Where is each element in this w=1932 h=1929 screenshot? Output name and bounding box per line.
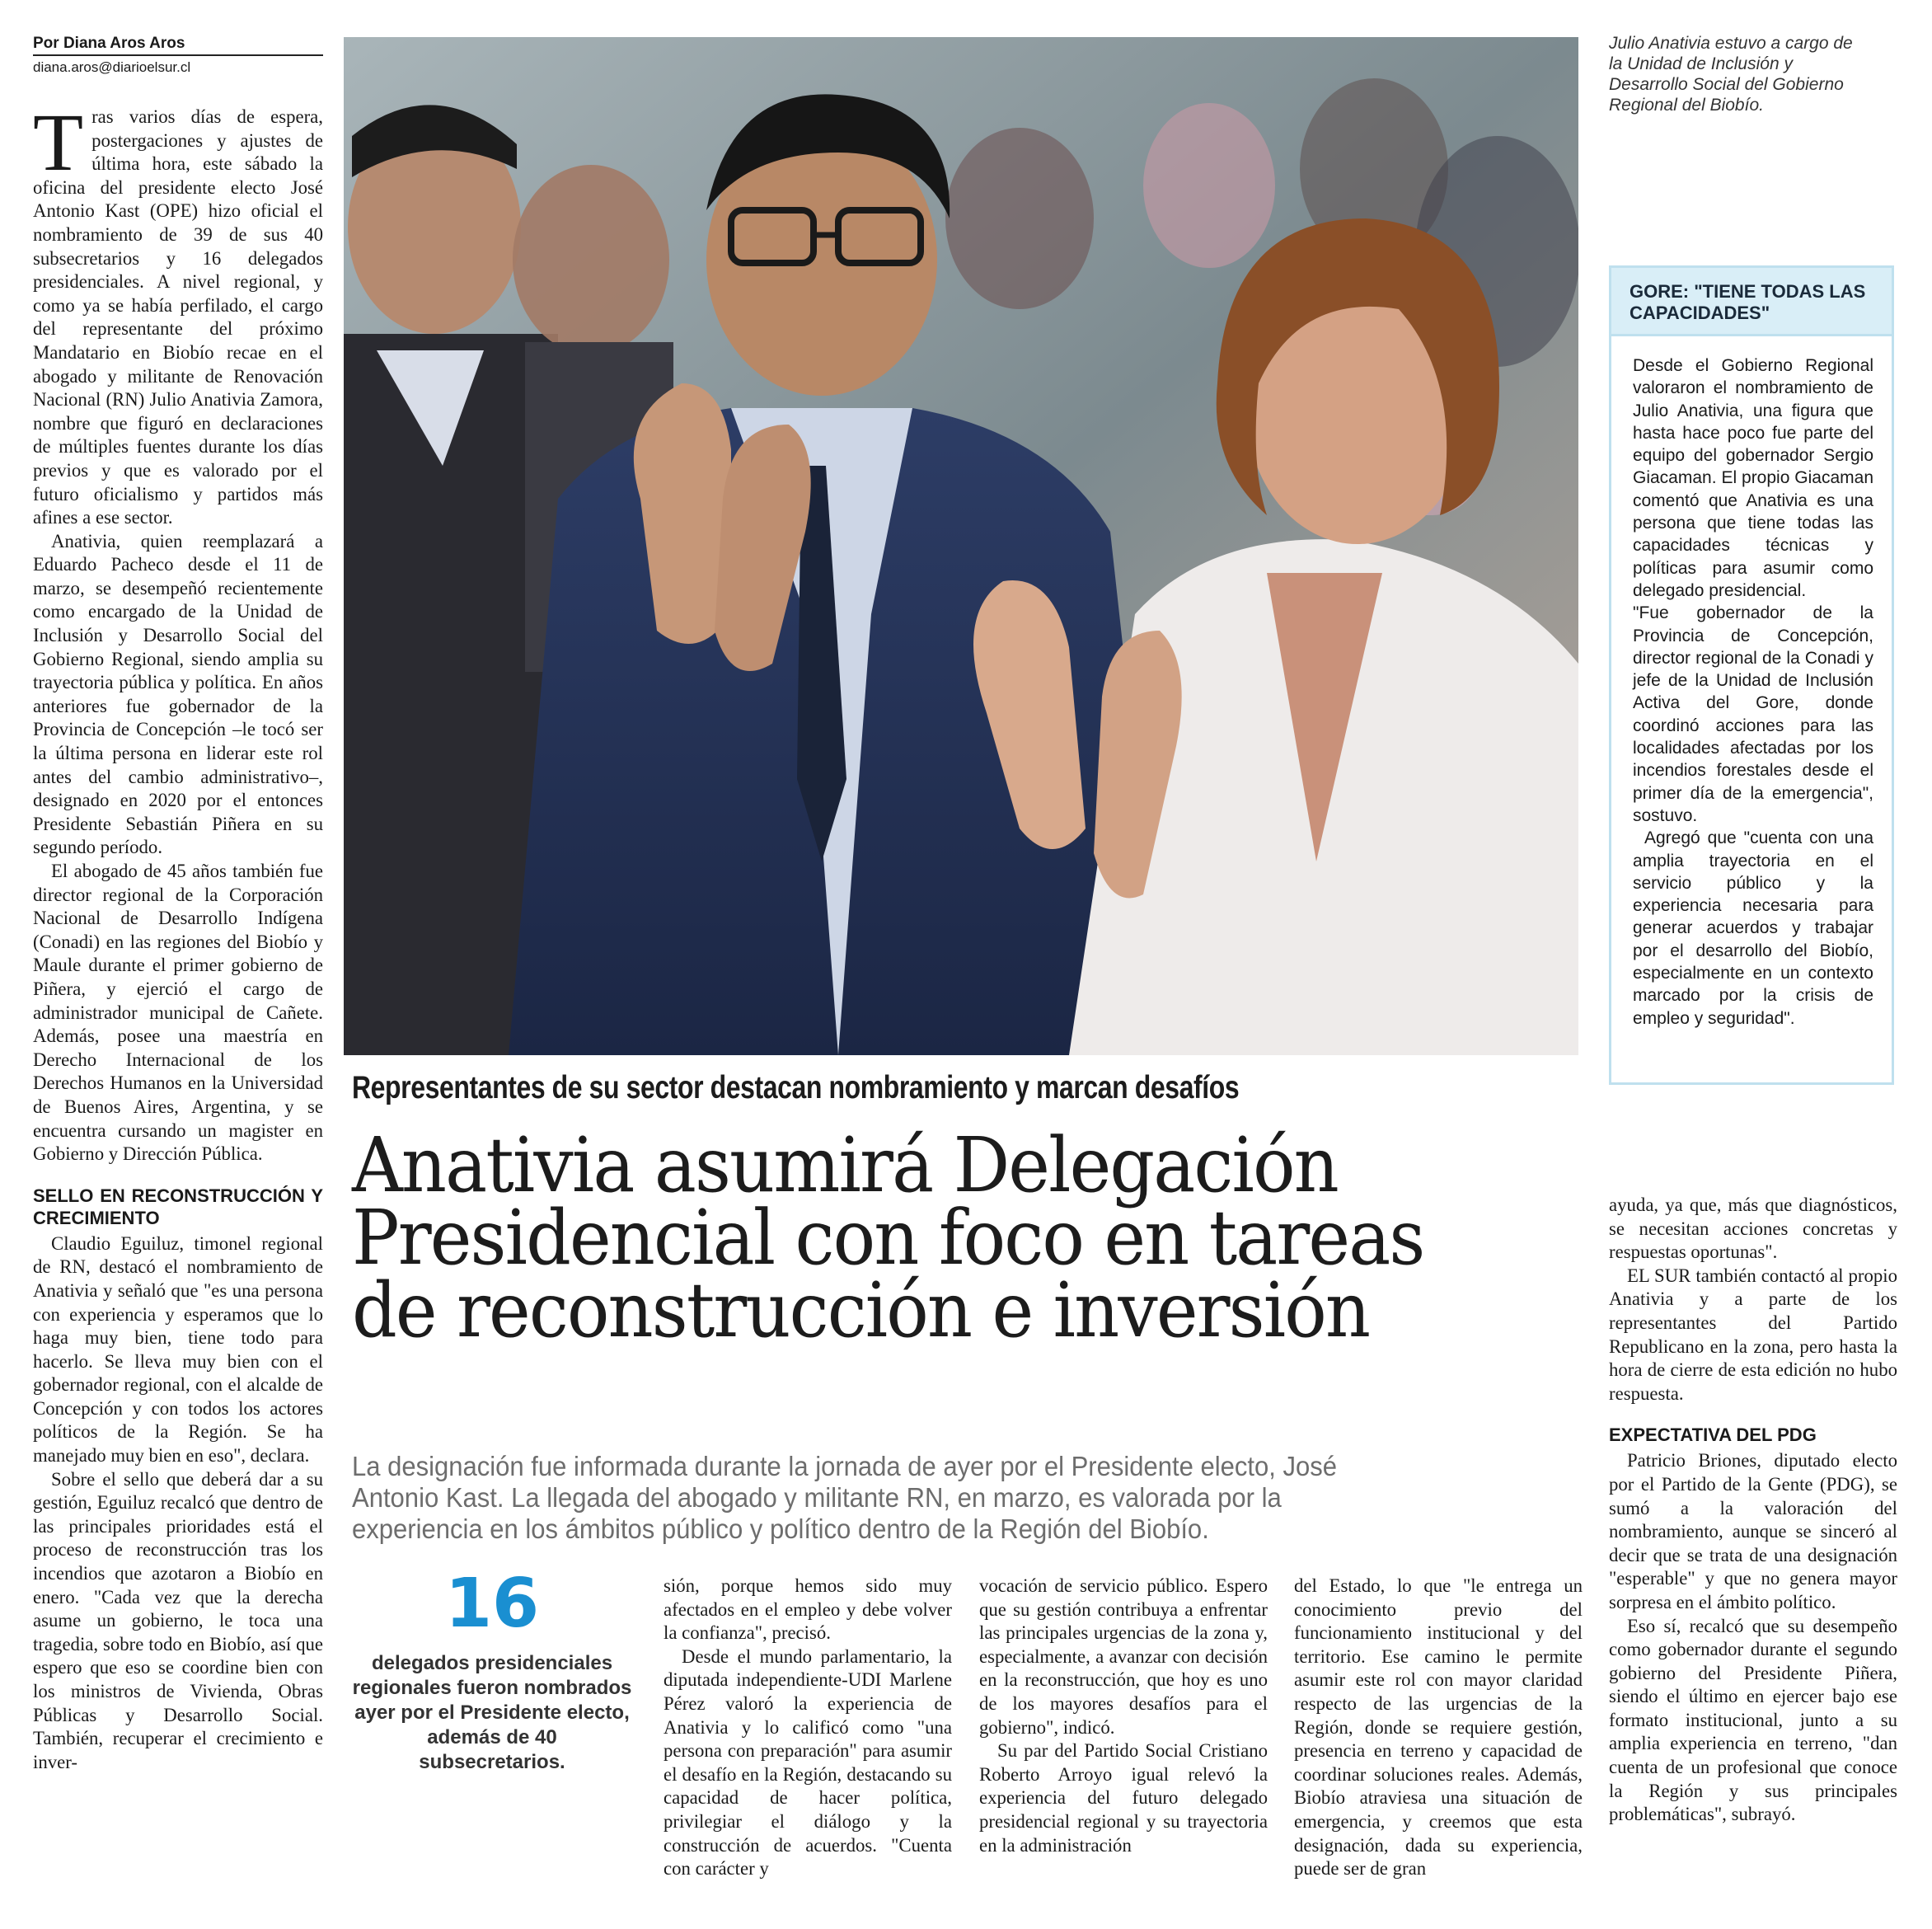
stat-number: 16 <box>444 1565 540 1643</box>
paragraph: Patricio Briones, diputado electo por el Partido de la Gente (PDG), se sumó a la valoración del nombramiento, aunque se sinceró al decir que se trata de una designación "esperable" y que no genera mayor sorpresa en el ámbito político. <box>1609 1450 1897 1612</box>
headline-line: de reconstrucción e inversión <box>352 1266 1370 1354</box>
paragraph: sión, porque hemos sido muy afectados en el empleo y debe volver la confianza", precisó. <box>664 1575 952 1644</box>
sidebar-box <box>1609 265 1894 1085</box>
paragraph: El abogado de 45 años también fue director regional de la Corporación Nacional de Desarrollo Indígena (Conadi) en las regiones del Biobío y Maule durante el primer gobierno de Piñera, y ejerció el cargo de administrador municipal de Cañete. Además, posee una maestría en Derecho Internacional de los Derechos Humanos en la Universidad de Buenos Aires, Argentina, y se encuentra cursando un magister en Gobierno y Dirección Pública. <box>33 861 323 1165</box>
article-column-2 <box>664 1575 952 1881</box>
sidebar-title: GORE: "TIENE TODAS LAS CAPACIDADES" <box>1611 268 1892 336</box>
headline-line: Presidencial con foco en tareas <box>352 1194 1424 1282</box>
section-subhead: EXPECTATIVA DEL PDG <box>1609 1424 1817 1446</box>
byline-email: diana.aros@diarioelsur.cl <box>33 59 191 75</box>
headline-line: Anativia asumirá Delegación <box>352 1121 1338 1209</box>
paragraph: Sobre el sello que deberá dar a su gestión, Eguiluz recalcó que dentro de las principales prioridades está el proceso de reconstrucción tras los incendios que azotaron a Biobío en enero. "Cada vez que la derecha asume un gobierno, le toca una tragedia, sobre todo en Biobío, así que espero que eso se coordine bien con los ministros de Vivienda, Obras Públicas y Desarrollo Social. También, recuperar el crecimiento e inver- <box>33 1468 323 1772</box>
paragraph: del Estado, lo que "le entrega un conocimiento previo del funcionamiento institucional y del territorio. Ese camino le permite asumir este rol con mayor claridad respecto de las urgencias de la Región, donde se requiere gestión, presencia en terreno y capacidad de coordinar soluciones reales. Además, Biobío atraviesa una situación de emergencia, y creemos que esta designación, dada su experiencia, puede ser de gran <box>1294 1575 1583 1880</box>
paragraph: ayuda, ya que, más que diagnósticos, se necesitan acciones concretas y respuestas oportunas". <box>1609 1194 1897 1263</box>
sidebar-body <box>1611 336 1892 1030</box>
paragraph: Eso sí, recalcó que su desempeño como gobernador durante el segundo gobierno del Presidente Piñera, siendo el último en ejercer bajo ese formato institucional, junto a su amplia experiencia en terreno, "dan cuenta de un profesional que conoce la Región y sus principales problemáticas", subrayó. <box>1609 1615 1897 1825</box>
article-column-1 <box>33 96 323 1774</box>
byline <box>33 35 323 76</box>
deck-line: Antonio Kast. La llegada del abogado y militante RN, en marzo, es valorada por la <box>352 1482 1282 1513</box>
article-column-4 <box>1294 1575 1583 1881</box>
paragraph: Su par del Partido Social Cristiano Roberto Arroyo igual relevó la experiencia del futuro delegado presidencial regional y su trayectoria en la administración <box>979 1740 1268 1856</box>
stat-text: delegados presidenciales regionales fueron nombrados ayer por el Presidente electo, además de 40 subsecretarios. <box>352 1652 632 1773</box>
sidebar-paragraph: Agregó que "cuenta con una amplia trayectoria en el servicio público y la experiencia necesaria para generar acuerdos y trabajar por el desarrollo del Biobío, especialmente en un contexto marcado por la crisis de empleo y seguridad". <box>1633 828 1873 1028</box>
sidebar-paragraph: Desde el Gobierno Regional valoraron el nombramiento de Julio Anativia, una figura que hasta hace poco fue parte del equipo del gobernador Sergio Giacaman. El propio Giacaman comentó que Anativia es una persona que tiene todas las capacidades técnicas y políticas para asumir como delegado presidencial. <box>1633 356 1873 600</box>
paragraph: vocación de servicio público. Espero que su gestión contribuya a enfrentar las principales urgencias de la zona y, especialmente, a avanzar con decisión en la reconstrucción, que hoy es uno de los mayores desafíos para el gobierno", indicó. <box>979 1575 1268 1738</box>
sidebar-paragraph: "Fue gobernador de la Provincia de Concepción, director regional de la Conadi y jefe de la Unidad de Inclusión Activa del Gore, donde coordinó acciones para las localidades afectadas por los incendios forestales desde el primer día de la emergencia", sostuvo. <box>1633 603 1873 825</box>
photo-caption: Julio Anativia estuvo a cargo de la Unidad de Inclusión y Desarrollo Social del Gobierno Regional del Biobío. <box>1609 34 1853 115</box>
photo-illustration <box>344 37 1578 1055</box>
deck <box>352 1451 1530 1545</box>
news-photo <box>344 37 1578 1055</box>
kicker: Representantes de su sector destacan nombramiento y marcan desafíos <box>352 1070 1240 1105</box>
paragraph: Anativia, quien reemplazará a Eduardo Pacheco desde el 11 de marzo, se desempeñó recientemente como encargado de la Unidad de Inclusión y Desarrollo Social del Gobierno Regional, siendo amplia su trayectoria pública y política. En años anteriores fue gobernador de la Provincia de Concepción –le tocó ser la última persona en liderar este rol antes del cambio administrativo–, designado en 2020 por el entonces Presidente Sebastián Piñera en su segundo período. <box>33 530 323 858</box>
paragraph: Claudio Eguiluz, timonel regional de RN, destacó el nombramiento de Anativia y señaló que "es una persona con experiencia y esperamos que lo haga muy bien, tiene todo para hacerlo. Se lleva muy bien con el gobernador regional, con el alcalde de Concepción y con todos los actores políticos de la Región. Se ha manejado muy bien en eso", declara. <box>33 1232 323 1467</box>
section-subhead: SELLO EN RECONSTRUCCIÓN Y CRECIMIENTO <box>33 1185 323 1228</box>
deck-line: La designación fue informada durante la jornada de ayer por el Presidente electo, José <box>352 1451 1338 1481</box>
byline-author: Por Diana Aros Aros <box>33 35 323 56</box>
article-column-5 <box>1609 1194 1897 1827</box>
paragraph: Desde el mundo parlamentario, la diputada independiente-UDI Marlene Pérez valoró la experiencia de Anativia y lo calificó como "una persona con preparación" para asumir el desafío en la Región, destacando su capacidad de hacer política, privilegiar el diálogo y la construcción de acuerdos. "Cuenta con carácter y <box>664 1645 952 1880</box>
drop-cap: T <box>33 96 84 188</box>
article-column-3 <box>979 1575 1268 1857</box>
headline <box>352 1121 1517 1354</box>
paragraph: ras varios días de espera, postergaciones y ajustes de última hora, este sábado la oficina del presidente electo José Antonio Kast (OPE) hizo oficial el nombramiento de 39 de sus 40 subsecretarios y 16 delegados presidenciales. A nivel regional, y como ya se había perfilado, el cargo del representante del próximo Mandatario en Biobío recae en el abogado y militante de Renovación Nacional (RN) Julio Anativia Zamora, nombre que figuró en declaraciones de múltiples fuentes durante los días previos y que es valorado por el futuro oficialismo y partidos más afines a ese sector. <box>33 106 323 528</box>
deck-line: experiencia en los ámbitos público y político dentro de la Región del Biobío. <box>352 1514 1209 1544</box>
paragraph: EL SUR también contactó al propio Anativia y a parte de los representantes del Partido Republicano en la zona, pero hasta la hora de cierre de esta edición no hubo respuesta. <box>1609 1265 1897 1404</box>
